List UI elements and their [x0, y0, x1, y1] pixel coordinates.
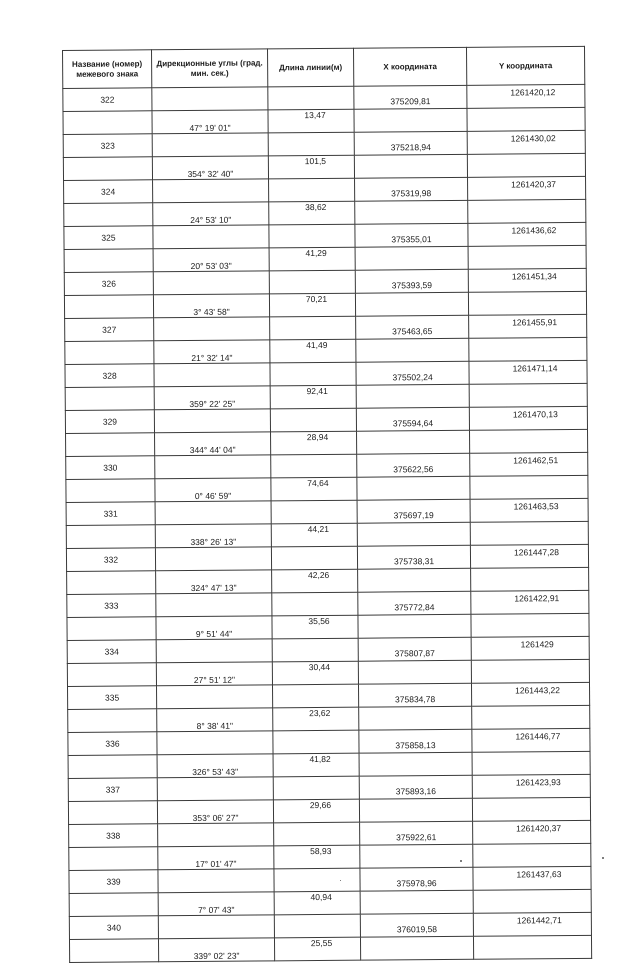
length-cell — [269, 270, 355, 294]
marker-name-cell — [63, 111, 152, 135]
marker-name-cell: 325 — [64, 226, 153, 250]
x-coordinate-cell — [358, 660, 471, 684]
length-cell — [270, 316, 356, 340]
direction-angle-cell: 339° 02' 23" — [158, 938, 274, 962]
y-coordinate-cell: 1261455,91 — [469, 314, 587, 338]
direction-angle-cell: 324° 47' 13" — [156, 570, 272, 594]
x-coordinate-cell: 375209,81 — [354, 85, 467, 109]
x-coordinate-cell — [356, 338, 469, 362]
length-cell — [274, 914, 360, 938]
direction-angle-cell: 17° 01' 47" — [158, 846, 274, 870]
marker-name-cell: 339 — [69, 870, 158, 894]
direction-angle-cell: 326° 53' 43" — [157, 754, 273, 778]
boundary-coordinates-table — [62, 46, 592, 963]
angle-cell — [155, 547, 271, 571]
marker-name-cell: 327 — [65, 318, 154, 342]
angle-cell — [155, 501, 271, 525]
x-coordinate-cell: 375807,87 — [358, 637, 471, 661]
line-length-cell: 38,62 — [269, 201, 355, 225]
angle-cell — [156, 593, 272, 617]
length-cell — [269, 178, 355, 202]
y-coordinate-cell: 1261442,71 — [473, 912, 591, 936]
line-length-cell: 40,94 — [274, 891, 360, 915]
x-coordinate-cell: 375319,98 — [355, 177, 468, 201]
marker-name-cell: 333 — [67, 594, 156, 618]
x-coordinate-cell: 375697,19 — [357, 499, 470, 523]
x-coordinate-cell — [358, 614, 471, 638]
line-length-cell: 58,93 — [274, 845, 360, 869]
length-cell — [271, 500, 357, 524]
marker-name-cell: 335 — [67, 686, 156, 710]
marker-name-cell: 326 — [64, 272, 153, 296]
x-coordinate-cell — [354, 154, 467, 178]
x-coordinate-cell: 375355,01 — [355, 223, 468, 247]
x-coordinate-cell: 375463,65 — [356, 315, 469, 339]
direction-angle-cell: 0° 46' 59" — [155, 478, 271, 502]
marker-name-cell — [65, 341, 154, 365]
line-length-cell: 41,29 — [269, 247, 355, 271]
length-cell — [273, 776, 359, 800]
y-coordinate-cell: 1261420,37 — [473, 820, 591, 844]
marker-name-cell — [66, 433, 155, 457]
x-coordinate-cell: 375834,78 — [358, 683, 471, 707]
header-x: X координата — [353, 47, 466, 86]
y-coordinate-cell: 1261471,14 — [469, 360, 587, 384]
line-length-cell: 74,64 — [271, 477, 357, 501]
x-coordinate-cell — [359, 798, 472, 822]
x-coordinate-cell — [354, 108, 467, 132]
marker-name-cell: 328 — [65, 364, 154, 388]
line-length-cell: 70,21 — [269, 293, 355, 317]
direction-angle-cell: 354° 32' 40" — [152, 156, 268, 180]
x-coordinate-cell: 375502,24 — [356, 361, 469, 385]
direction-angle-cell: 47° 19' 01" — [152, 110, 268, 134]
y-coordinate-cell: 1261420,12 — [467, 84, 585, 108]
marker-name-cell — [64, 295, 153, 319]
y-coordinate-cell — [468, 245, 586, 269]
header-row — [63, 46, 585, 88]
y-coordinate-cell: 1261443,22 — [471, 682, 589, 706]
marker-name-cell: 332 — [66, 548, 155, 572]
length-cell — [270, 408, 356, 432]
y-coordinate-cell — [470, 521, 588, 545]
y-coordinate-cell — [472, 797, 590, 821]
x-coordinate-cell: 375922,61 — [360, 821, 473, 845]
angle-cell — [156, 685, 272, 709]
length-cell — [272, 592, 358, 616]
length-cell — [272, 638, 358, 662]
line-length-cell: 13,47 — [268, 109, 354, 133]
angle-cell — [158, 869, 274, 893]
x-coordinate-cell: 375622,56 — [357, 453, 470, 477]
header-length: Длина линии(м) — [267, 48, 353, 87]
y-coordinate-cell: 1261446,77 — [472, 728, 590, 752]
line-length-cell: 41,82 — [273, 753, 359, 777]
y-coordinate-cell: 1261447,28 — [470, 544, 588, 568]
x-coordinate-cell: 375978,96 — [360, 867, 473, 891]
direction-angle-cell: 7° 07' 43" — [158, 892, 274, 916]
line-length-cell: 35,56 — [272, 615, 358, 639]
direction-angle-cell: 9° 51' 44" — [156, 616, 272, 640]
line-length-cell: 25,55 — [274, 937, 360, 961]
y-coordinate-cell — [469, 429, 587, 453]
marker-name-cell — [68, 709, 157, 733]
y-coordinate-cell: 1261423,93 — [472, 774, 590, 798]
direction-angle-cell: 20° 53' 03" — [153, 248, 269, 272]
direction-angle-cell: 24° 53' 10" — [153, 202, 269, 226]
length-cell — [271, 546, 357, 570]
x-coordinate-cell: 375893,16 — [359, 775, 472, 799]
y-coordinate-cell — [467, 153, 585, 177]
y-coordinate-cell — [468, 291, 586, 315]
y-coordinate-cell: 1261429 — [471, 636, 589, 660]
marker-name-cell — [68, 755, 157, 779]
marker-name-cell: 340 — [69, 916, 158, 940]
marker-name-cell: 334 — [67, 640, 156, 664]
direction-angle-cell: 353° 06' 27" — [157, 800, 273, 824]
angle-cell — [154, 317, 270, 341]
x-coordinate-cell — [359, 706, 472, 730]
marker-name-cell — [64, 203, 153, 227]
line-length-cell: 29,66 — [273, 799, 359, 823]
y-coordinate-cell — [471, 613, 589, 637]
length-cell — [270, 362, 356, 386]
y-coordinate-cell: 1261437,63 — [473, 866, 591, 890]
marker-name-cell — [65, 387, 154, 411]
marker-name-cell — [64, 249, 153, 273]
header-angles: Дирекционные углы (град. мин. сек.) — [152, 49, 268, 88]
y-coordinate-cell: 1261430,02 — [467, 130, 585, 154]
marker-name-cell: 338 — [69, 824, 158, 848]
y-coordinate-cell — [473, 843, 591, 867]
line-length-cell: 41,49 — [270, 339, 356, 363]
x-coordinate-cell: 375218,94 — [354, 131, 467, 155]
marker-name-cell — [63, 157, 152, 181]
angle-cell — [158, 915, 274, 939]
y-coordinate-cell — [471, 659, 589, 683]
y-coordinate-cell — [472, 705, 590, 729]
y-coordinate-cell — [468, 199, 586, 223]
x-coordinate-cell: 376019,58 — [360, 913, 473, 937]
x-coordinate-cell — [355, 246, 468, 270]
table-body — [63, 84, 592, 962]
x-coordinate-cell — [355, 200, 468, 224]
marker-name-cell: 330 — [66, 456, 155, 480]
angle-cell — [153, 179, 269, 203]
marker-name-cell — [66, 525, 155, 549]
y-coordinate-cell — [473, 935, 591, 959]
table-row — [69, 935, 591, 962]
x-coordinate-cell: 375772,84 — [358, 591, 471, 615]
x-coordinate-cell — [359, 752, 472, 776]
marker-name-cell — [66, 479, 155, 503]
direction-angle-cell: 338° 26' 13" — [155, 524, 271, 548]
y-coordinate-cell: 1261462,51 — [470, 452, 588, 476]
direction-angle-cell: 344° 44' 04" — [155, 432, 271, 456]
marker-name-cell: 337 — [68, 778, 157, 802]
y-coordinate-cell — [470, 475, 588, 499]
angle-cell — [153, 271, 269, 295]
x-coordinate-cell — [360, 890, 473, 914]
x-coordinate-cell: 375594,64 — [356, 407, 469, 431]
angle-cell — [155, 455, 271, 479]
angle-cell — [154, 409, 270, 433]
angle-cell — [152, 133, 268, 157]
y-coordinate-cell: 1261436,62 — [468, 222, 586, 246]
y-coordinate-cell — [473, 889, 591, 913]
angle-cell — [157, 731, 273, 755]
marker-name-cell — [68, 801, 157, 825]
line-length-cell: 23,62 — [273, 707, 359, 731]
y-coordinate-cell: 1261420,37 — [468, 176, 586, 200]
marker-name-cell: 331 — [66, 502, 155, 526]
marker-name-cell — [69, 847, 158, 871]
x-coordinate-cell — [356, 384, 469, 408]
marker-name-cell: 324 — [64, 180, 153, 204]
line-length-cell: 44,21 — [271, 523, 357, 547]
angle-cell — [158, 823, 274, 847]
marker-name-cell: 323 — [63, 134, 152, 158]
y-coordinate-cell: 1261451,34 — [468, 268, 586, 292]
x-coordinate-cell — [355, 292, 468, 316]
line-length-cell: 42,26 — [272, 569, 358, 593]
marker-name-cell: 322 — [63, 88, 152, 112]
y-coordinate-cell: 1261422,91 — [471, 590, 589, 614]
marker-name-cell — [67, 571, 156, 595]
y-coordinate-cell — [469, 383, 587, 407]
angle-cell — [153, 225, 269, 249]
length-cell — [271, 454, 357, 478]
length-cell — [268, 86, 354, 110]
marker-name-cell — [67, 617, 156, 641]
x-coordinate-cell: 375858,13 — [359, 729, 472, 753]
direction-angle-cell: 21° 32' 14" — [154, 340, 270, 364]
x-coordinate-cell — [357, 430, 470, 454]
y-coordinate-cell: 1261470,13 — [469, 406, 587, 430]
length-cell — [268, 132, 354, 156]
direction-angle-cell: 8° 38' 41" — [157, 708, 273, 732]
direction-angle-cell: 359° 22' 25" — [154, 386, 270, 410]
scan-speck — [460, 860, 462, 862]
length-cell — [273, 730, 359, 754]
angle-cell — [152, 87, 268, 111]
header-y: Y координата — [466, 46, 584, 85]
length-cell — [272, 684, 358, 708]
x-coordinate-cell — [360, 936, 473, 960]
marker-name-cell: 336 — [68, 732, 157, 756]
direction-angle-cell: 3° 43' 58" — [153, 294, 269, 318]
scan-speck — [340, 880, 341, 881]
angle-cell — [156, 639, 272, 663]
direction-angle-cell: 27° 51' 12" — [156, 662, 272, 686]
y-coordinate-cell — [467, 107, 585, 131]
y-coordinate-cell — [472, 751, 590, 775]
marker-name-cell — [67, 663, 156, 687]
x-coordinate-cell: 375738,31 — [357, 545, 470, 569]
length-cell — [269, 224, 355, 248]
x-coordinate-cell — [360, 844, 473, 868]
scan-speck — [602, 857, 604, 859]
line-length-cell: 28,94 — [271, 431, 357, 455]
header-name: Название (номер) межевого знака — [63, 50, 152, 89]
table-header — [63, 46, 585, 88]
marker-name-cell: 329 — [65, 410, 154, 434]
length-cell — [274, 822, 360, 846]
length-cell — [274, 868, 360, 892]
x-coordinate-cell: 375393,59 — [355, 269, 468, 293]
y-coordinate-cell — [469, 337, 587, 361]
angle-cell — [157, 777, 273, 801]
line-length-cell: 92,41 — [270, 385, 356, 409]
line-length-cell: 30,44 — [272, 661, 358, 685]
y-coordinate-cell: 1261463,53 — [470, 498, 588, 522]
x-coordinate-cell — [357, 476, 470, 500]
marker-name-cell — [69, 939, 158, 963]
x-coordinate-cell — [357, 522, 470, 546]
line-length-cell: 101,5 — [268, 155, 354, 179]
x-coordinate-cell — [358, 568, 471, 592]
y-coordinate-cell — [471, 567, 589, 591]
angle-cell — [154, 363, 270, 387]
